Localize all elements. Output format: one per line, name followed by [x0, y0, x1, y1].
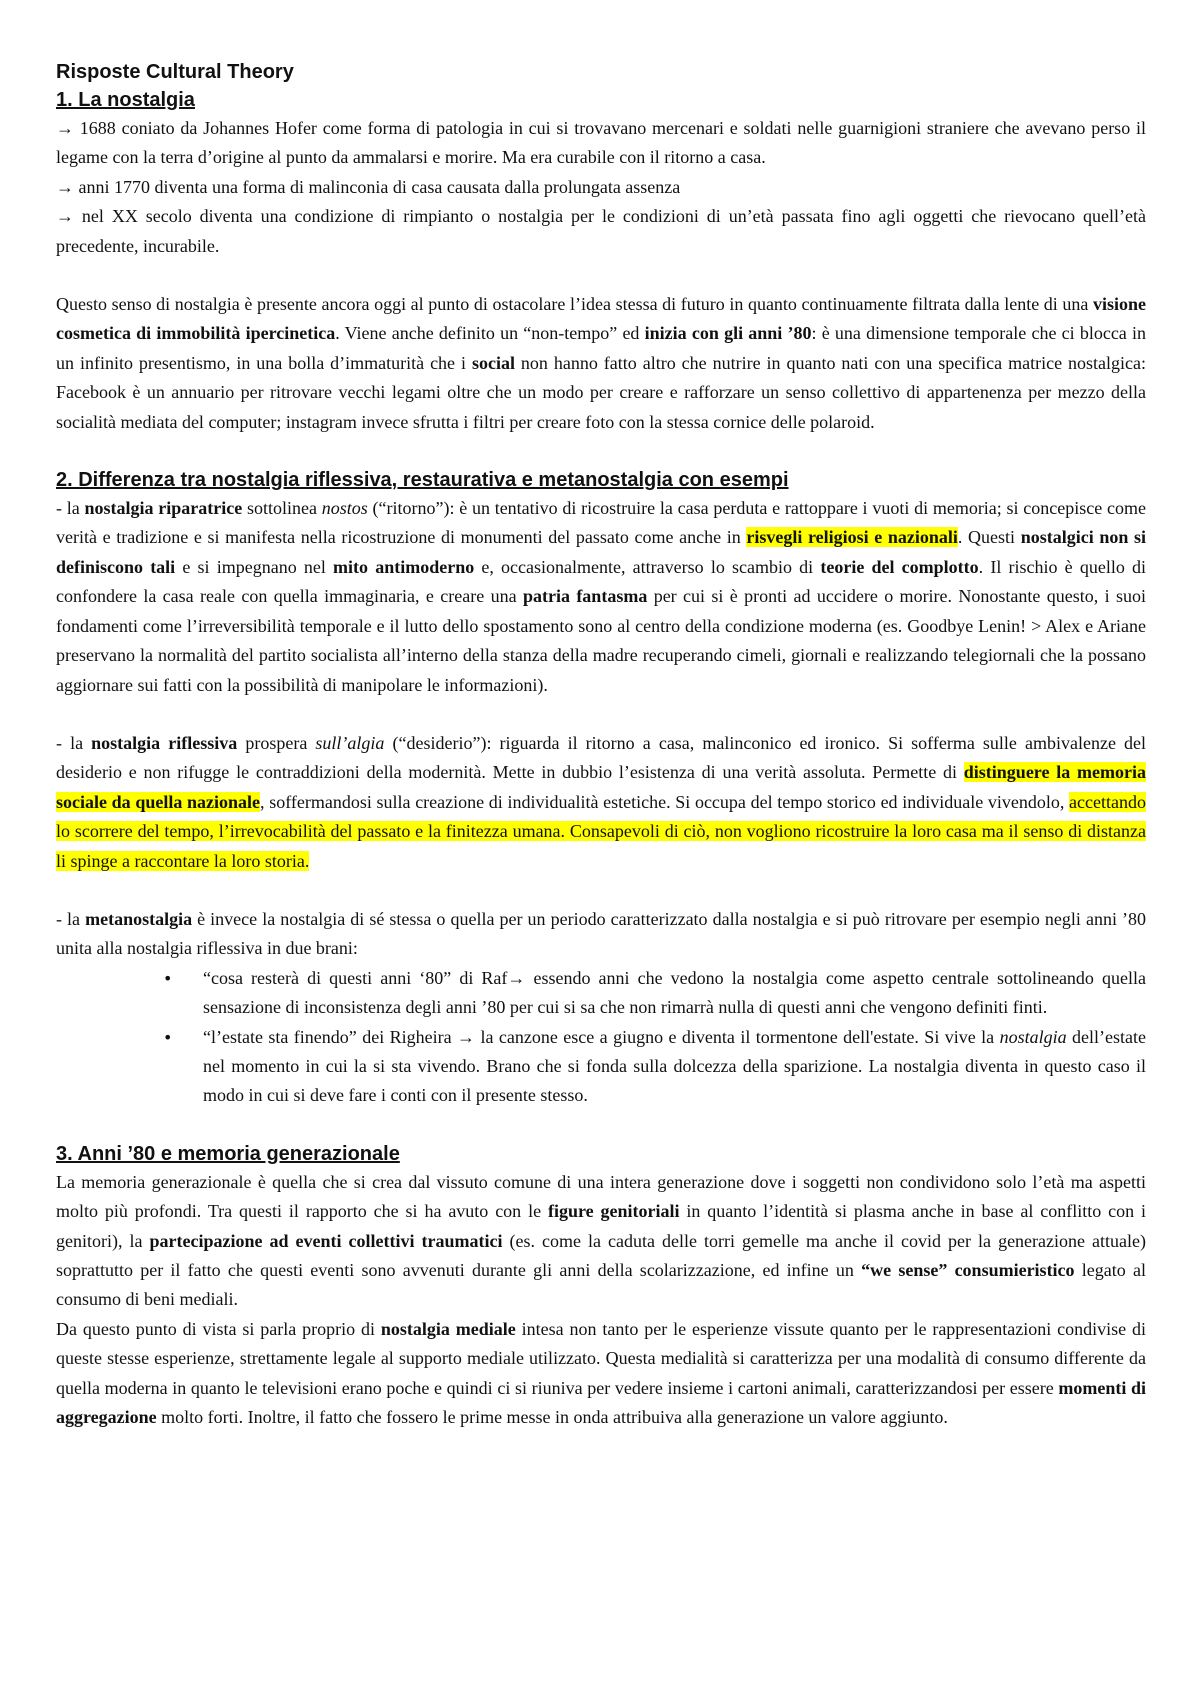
s2-paragraph-metanostalgia: - la metanostalgia è invece la nostalgia di sé stessa o quella per un periodo caratterizzato dalla nostalgia e si può ritrovare per esempio negli anni ’80 unita alla nostalgia riflessiva in due brani:	[56, 908, 1146, 959]
section-2-heading: 2. Differenza tra nostalgia riflessiva, restaurativa e metanostalgia con esempi	[56, 469, 789, 492]
document-page	[56, 58, 1146, 1432]
document-title: Risposte Cultural Theory	[56, 61, 294, 83]
s3-paragraph-1: La memoria generazionale è quella che si crea dal vissuto comune di una intera generazione dove i soggetti non condividono solo l’età ma aspetti molto più profondi. Tra questi il rapporto che si ha avuto con le figure genitoriali in quanto l’identità si plasma anche in base al conflitto con i genitori), la partecipazione ad eventi collettivi traumatici (es. come la caduta delle torri gemelle ma anche il covid per la generazione attuale) soprattutto per il fatto che questi eventi sono avvenuti durante gli anni della scolarizzazione, ed infine un “we sense” consumieristico legato al consumo di beni mediali.	[56, 1171, 1147, 1310]
s1-line-1: → 1688 coniato da Johannes Hofer come forma di patologia in cui si trovavano mercenari e soldati nelle guarnigioni straniere che avevano perso il legame con la terra d’origine al punto da ammalarsi e morire. Ma era curabile con il ritorno a casa.	[56, 118, 1146, 168]
song-list	[56, 964, 1146, 1111]
s2-paragraph-riparatrice: - la nostalgia riparatrice sottolinea nostos (“ritorno”): è un tentativo di ricostruire la casa perduta e rattoppare i vuoti di memoria; si concepisce come verità e tradizione e si manifesta nella ricostruzione di monumenti del passato come anche in risvegli religiosi e nazionali. Questi nostalgici non si definiscono tali e si impegnano nel mito antimoderno e, occasionalmente, attraverso lo scambio di teorie del complotto. Il rischio è quello di confondere la casa reale con quella immaginaria, e creare una patria fantasma per cui si è pronti ad uccidere o morire. Nonostante questo, i suoi fondamenti come l’irreversibilità temporale e il lutto dello spostamento sono al centro della condizione moderna (es. Goodbye Lenin! > Alex e Ariane preservano la normalità del partito socialista all’interno della stanza della madre recuperando cimeli, giornali e realizzando telegiornali che la possano aggiornare sui fatti con la possibilità di manipolare le informazioni).	[56, 498, 1147, 695]
s2-paragraph-riflessiva: - la nostalgia riflessiva prospera sull’algia (“desiderio”): riguarda il ritorno a casa, malinconico ed ironico. Si sofferma sulle ambivalenze del desiderio e non rifugge le contraddizioni della modernità. Mette in dubbio l’esistenza di una verità assoluta. Permette di distinguere la memoria sociale da quella nazionale, soffermandosi sulla creazione di individualità estetiche. Si occupa del tempo storico ed individuale vivendolo, accettando lo scorrere del tempo, l’irrevocabilità del passato e la finitezza umana. Consapevoli di ciò, non vogliono ricostruire la loro casa ma il senso di distanza li spinge a raccontare la loro storia.	[56, 732, 1147, 871]
list-item: • “l’estate sta finendo” dei Righeira → la canzone esce a giugno e diventa il tormentone dell'estate. Si vive la nostalgia dell’estate nel momento in cui la si sta vivendo. Brano che si fonda sulla dolcezza della sparizione. La nostalgia diventa in questo caso il modo in cui si deve fare i conti con il presente stesso.	[203, 1023, 1146, 1111]
list-item: • “cosa resterà di questi anni ‘80” di Raf→ essendo anni che vedono la nostalgia come aspetto centrale sottolineando quella sensazione di inconsistenza degli anni ’80 per cui si sa che non rimarrà nulla di questi anni che vengono definiti finti.	[203, 964, 1146, 1023]
s1-paragraph-2: Questo senso di nostalgia è presente ancora oggi al punto di ostacolare l’idea stessa di futuro in quanto continuamente filtrata dalla lente di una visione cosmetica di immobilità ipercinetica. Viene anche definito un “non-tempo” ed inizia con gli anni ’80: è una dimensione temporale che ci blocca in un infinito presentismo, in una bolla d’immaturità che i social non hanno fatto altro che nutrire in quanto nati con una specifica matrice nostalgica: Facebook è un annuario per ritrovare vecchi legami oltre che un modo per creare e rafforzare un senso collettivo di appartenenza per mezzo della socialità mediata del computer; instagram invece sfrutta i filtri per creare foto con la stessa cornice delle polaroid.	[56, 294, 1146, 432]
section-1-heading: 1. La nostalgia	[56, 89, 195, 111]
s1-line-2: → anni 1770 diventa una forma di malinconia di casa causata dalla prolungata assenza	[56, 176, 681, 197]
section-3-heading: 3. Anni ’80 e memoria generazionale	[56, 1142, 400, 1165]
s1-line-3: → nel XX secolo diventa una condizione di rimpianto o nostalgia per le condizioni di un’età passata fino agli oggetti che rievocano quell’età precedente, incurabile.	[56, 206, 1146, 256]
s3-paragraph-2: Da questo punto di vista si parla proprio di nostalgia mediale intesa non tanto per le esperienze vissute quanto per le rappresentazioni condivise di queste stesse esperienze, strettamente legale al supporto mediale utilizzato. Questa medialità si caratterizza per una modalità di consumo differente da quella moderna in quanto le televisioni erano poche e quindi ci si riuniva per vedere insieme i cartoni animali, caratterizzandosi per essere momenti di aggregazione molto forti. Inoltre, il fatto che fossero le prime messe in onda attribuiva alla generazione un valore aggiunto.	[56, 1318, 1147, 1428]
